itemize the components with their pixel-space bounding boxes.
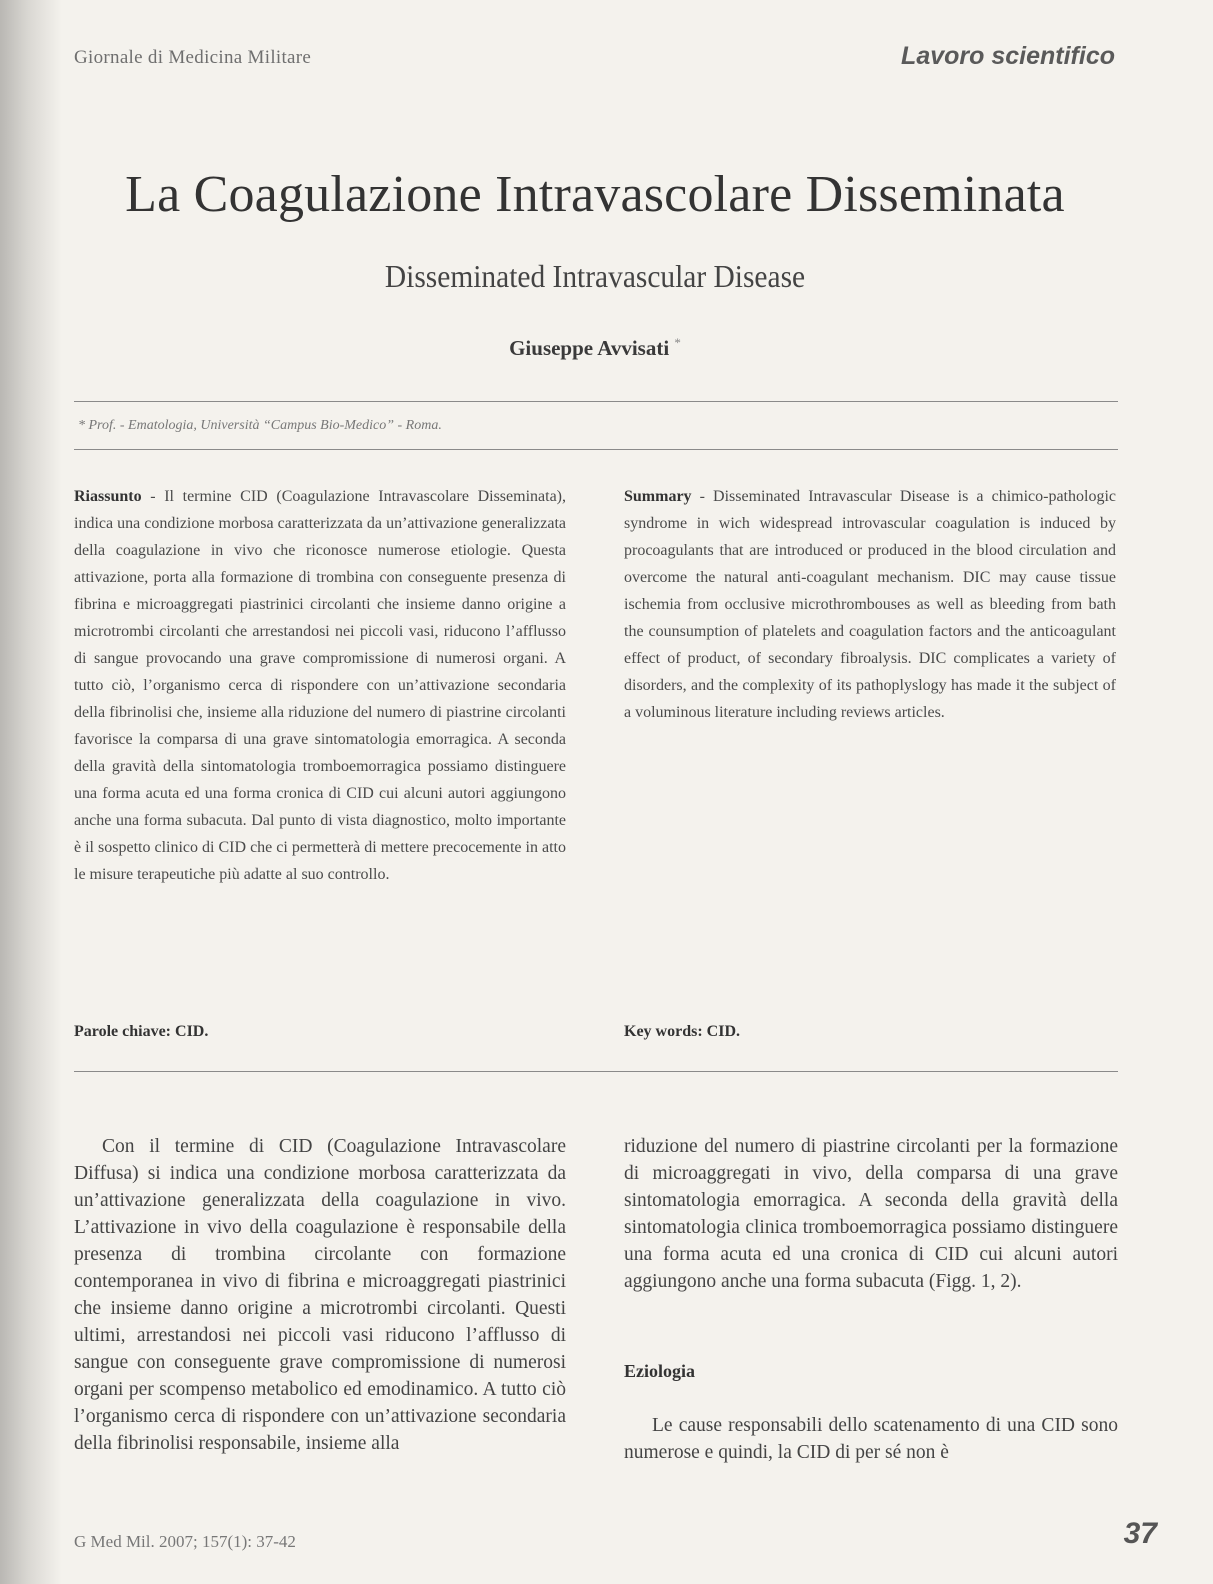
abstract-italian [74,483,566,888]
keywords-english: Key words: CID. [624,1023,740,1040]
divider-affiliation [74,449,1118,450]
eziologia-paragraph: Le cause responsabili dello scatenamento di una CID sono numerose e quindi, la CID di per sé non è [624,1415,1118,1463]
author-affiliation: * Prof. - Ematologia, Università “Campus Bio-Medico” - Roma. [78,418,442,433]
body-intro-paragraph: Con il termine di CID (Coagulazione Intravascolare Diffusa) si indica una condizione morbosa caratterizzata da un’attivazione generalizzata della coagulazione in vivo. L’attivazione in vivo della coagulazione è responsabile della presenza di trombina circolante con formazione contemporanea in vivo di fibrina e microaggregati piastrinici che insieme danno origine a microtrombi circolanti. Questi ultimi, arrestandosi nei piccoli vasi riducono l’afflusso di sangue con conseguente grave compromissione di numerosi organi per scompenso metabolico ed emodinamico. A tutto ciò l’organismo cerca di rispondere con un’attivazione secondaria della fibrinolisi responsabile, insieme alla [74,1136,566,1454]
footer-citation: G Med Mil. 2007; 157(1): 37-42 [74,1532,296,1551]
page-number: 37 [1123,1517,1157,1550]
keywords-italian: Parole chiave: CID. [74,1023,209,1040]
abstract-english-lead: Summary [624,488,692,505]
abstract-italian-text: - Il termine CID (Coagulazione Intravascolare Disseminata), indica una condizione morbosa caratterizzata da un’attivazione generalizzata della coagulazione in vivo che riconosce numerose etiologie. Questa attivazione, porta alla formazione di trombina con conseguente presenza di fibrina e microaggregati piastrinici circolanti che insieme danno origine a microtrombi circolanti che arrestandosi nei piccoli vasi, riducono l’afflusso di sangue provocando una grave compromissione di numerosi organi. A tutto ciò, l’organismo cerca di rispondere con un’attivazione secondaria della fibrinolisi che, insieme alla riduzione del numero di piastrine circolanti favorisce la comparsa di una grave sintomatologia emorragica. A seconda della gravità della sintomatologia tromboemorragica possiamo distinguere una forma acuta ed una forma cronica di CID cui alcuni autori aggiungono anche una forma subacuta. Dal punto di vista diagnostico, molto importante è il sospetto clinico di CID che ci permetterà di mettere precocemente in atto le misure terapeutiche più adatte al suo controllo. [74,488,566,883]
page-binding-shadow [0,0,62,1584]
abstract-italian-lead: Riassunto [74,488,142,505]
author-footnote-mark: * [674,335,681,350]
body-continuation-paragraph: riduzione del numero di piastrine circolanti per la formazione di microaggregati in vivo, della comparsa di una grave sintomatologia emorragica. A seconda della gravità della sintomatologia clinica tromboemorragica possiamo distinguere una forma acuta ed una cronica di CID cui alcuni autori aggiungono anche una forma subacuta (Figg. 1, 2). [624,1136,1118,1292]
body-column-left [74,1133,566,1457]
body-column-right [624,1133,1118,1466]
section-label: Lavoro scientifico [901,42,1115,70]
divider-top [74,401,1118,402]
abstract-english [624,483,1116,726]
author-line [0,335,1190,361]
abstract-english-text: - Disseminated Intravascular Disease is a chimico-pathologic syndrome in wich widespread introvascular coagulation is induced by procoagulants that are introduced or produced in the blood circulation and overcome the natural anti-coagulant mechanism. DIC may cause tissue ischemia from occlusive microthrombouses as well as bleeding from bath the counsumption of platelets and coagulation factors and the anticoagulant effect of product, of secondary fibroalysis. DIC complicates a variety of disorders, and the complexity of its pathoplyslogy has made it the subject of a voluminous literature including reviews articles. [624,488,1116,721]
journal-name: Giornale di Medicina Militare [74,47,312,68]
divider-abstract [74,1071,1118,1072]
author-name: Giuseppe Avvisati [509,336,670,360]
article-subtitle: Disseminated Intravascular Disease [384,258,806,294]
section-heading-eziologia: Eziologia [624,1361,695,1381]
article-title: La Coagulazione Intravascolare Disseminata [125,166,1065,223]
